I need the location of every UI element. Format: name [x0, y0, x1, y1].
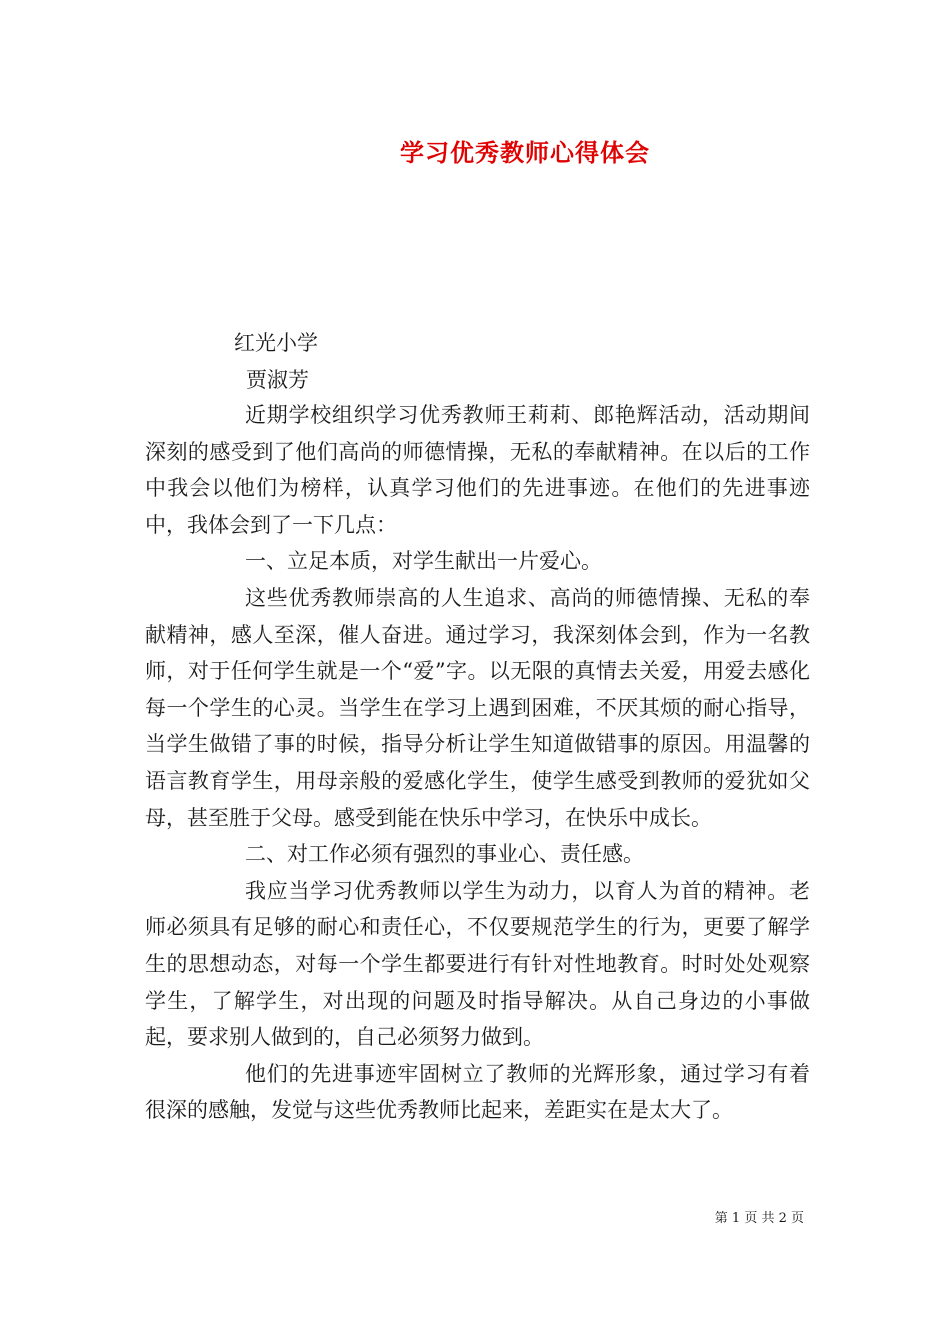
- author-name: 贾淑芳: [246, 368, 309, 392]
- document-body: [145, 397, 810, 1129]
- page-number-footer: 第 1 页 共 2 页: [714, 1211, 804, 1226]
- paragraph-section-1: 这些优秀教师崇高的人生追求、高尚的师德情操、无私的奉献精神，感人至深，催人奋进。通过学习，我深刻体会到，作为一名教师，对于任何学生就是一个“爱”字。以无限的真情去关爱，用爱去感化每一个学生的心灵。当学生在学习上遇到困难，不厌其烦的耐心指导，当学生做错了事的时候，指导分析让学生知道做错事的原因。用温馨的语言教育学生，用母亲般的爱感化学生，使学生感受到教师的爱犹如父母，甚至胜于父母。感受到能在快乐中学习，在快乐中成长。: [145, 585, 810, 830]
- paragraph-closing: 他们的先进事迹牢固树立了教师的光辉形象，通过学习有着很深的感触，发觉与这些优秀教师比起来，差距实在是太大了。: [145, 1061, 810, 1123]
- author-school: 红光小学: [234, 331, 318, 355]
- section-heading-1: 一、立足本质，对学生献出一片爱心。: [245, 549, 602, 574]
- section-heading-2: 二、对工作必须有强烈的事业心、责任感。: [245, 842, 644, 867]
- paragraph-section-2: 我应当学习优秀教师以学生为动力，以育人为首的精神。老师必须具有足够的耐心和责任心，不仅要规范学生的行为，更要了解学生的思想动态，对每一个学生都要进行有针对性地教育。时时处处观察学生，了解学生，对出现的问题及时指导解决。从自己身边的小事做起，要求别人做到的，自己必须努力做到。: [145, 878, 810, 1050]
- document-title: 学习优秀教师心得体会: [400, 138, 650, 167]
- paragraph-intro: 近期学校组织学习优秀教师王莉莉、郎艳辉活动，活动期间深刻的感受到了他们高尚的师德情操，无私的奉献精神。在以后的工作中我会以他们为榜样，认真学习他们的先进事迹。在他们的先进事迹中，我体会到了一下几点：: [145, 403, 810, 537]
